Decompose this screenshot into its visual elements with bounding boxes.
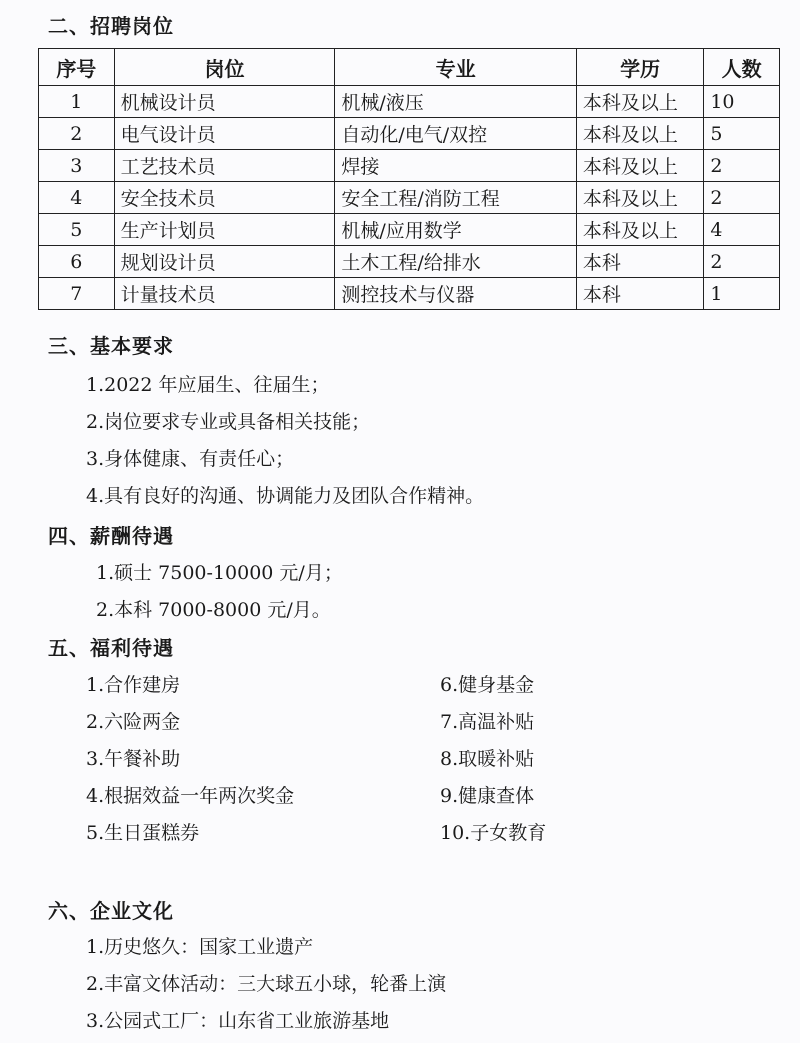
list-item: 7.高温补贴 bbox=[440, 711, 535, 733]
cell-position: 安全技术员 bbox=[114, 182, 335, 214]
table-header-row bbox=[39, 49, 780, 86]
list-item: 9.健康查体 bbox=[440, 785, 535, 807]
cell-no: 1 bbox=[39, 86, 115, 118]
cell-count: 5 bbox=[704, 118, 780, 150]
list-item: 1.合作建房 bbox=[86, 674, 181, 696]
list-item: 1.2022 年应届生、往届生； bbox=[86, 374, 330, 396]
cell-no: 4 bbox=[39, 182, 115, 214]
cell-education: 本科及以上 bbox=[576, 214, 703, 246]
list-item: 6.健身基金 bbox=[440, 674, 535, 696]
cell-education: 本科及以上 bbox=[576, 118, 703, 150]
cell-count: 10 bbox=[704, 86, 780, 118]
list-item: 2.本科 7000-8000 元/月。 bbox=[96, 599, 331, 621]
list-item: 2.丰富文体活动：三大球五小球，轮番上演 bbox=[86, 973, 447, 995]
cell-no: 6 bbox=[39, 246, 115, 278]
header-education: 学历 bbox=[576, 49, 703, 86]
list-item: 2.岗位要求专业或具备相关技能； bbox=[86, 411, 371, 433]
cell-education: 本科 bbox=[576, 278, 703, 310]
cell-count: 1 bbox=[704, 278, 780, 310]
section-heading-culture: 六、企业文化 bbox=[48, 899, 174, 923]
section-heading-benefits: 五、福利待遇 bbox=[48, 636, 174, 660]
table-row bbox=[39, 278, 780, 310]
list-item: 8.取暖补贴 bbox=[440, 748, 535, 770]
header-major: 专业 bbox=[335, 49, 576, 86]
cell-position: 电气设计员 bbox=[114, 118, 335, 150]
cell-no: 5 bbox=[39, 214, 115, 246]
header-position: 岗位 bbox=[114, 49, 335, 86]
cell-no: 2 bbox=[39, 118, 115, 150]
section-heading-salary: 四、薪酬待遇 bbox=[48, 524, 174, 548]
table-row bbox=[39, 86, 780, 118]
list-item: 4.根据效益一年两次奖金 bbox=[86, 785, 295, 807]
list-item: 3.公园式工厂：山东省工业旅游基地 bbox=[86, 1010, 390, 1032]
cell-major: 自动化/电气/双控 bbox=[335, 118, 576, 150]
list-item: 1.历史悠久：国家工业遗产 bbox=[86, 936, 314, 958]
cell-position: 机械设计员 bbox=[114, 86, 335, 118]
cell-education: 本科 bbox=[576, 246, 703, 278]
cell-position: 规划设计员 bbox=[114, 246, 335, 278]
cell-education: 本科及以上 bbox=[576, 86, 703, 118]
cell-education: 本科及以上 bbox=[576, 150, 703, 182]
header-no: 序号 bbox=[39, 49, 115, 86]
list-item: 2.六险两金 bbox=[86, 711, 181, 733]
cell-education: 本科及以上 bbox=[576, 182, 703, 214]
cell-major: 测控技术与仪器 bbox=[335, 278, 576, 310]
cell-major: 土木工程/给排水 bbox=[335, 246, 576, 278]
cell-major: 安全工程/消防工程 bbox=[335, 182, 576, 214]
cell-count: 4 bbox=[704, 214, 780, 246]
table-row bbox=[39, 246, 780, 278]
cell-position: 生产计划员 bbox=[114, 214, 335, 246]
cell-no: 7 bbox=[39, 278, 115, 310]
cell-count: 2 bbox=[704, 150, 780, 182]
list-item: 3.身体健康、有责任心； bbox=[86, 448, 295, 470]
cell-count: 2 bbox=[704, 182, 780, 214]
section-heading-basic-requirements: 三、基本要求 bbox=[48, 334, 174, 358]
header-count: 人数 bbox=[704, 49, 780, 86]
cell-no: 3 bbox=[39, 150, 115, 182]
cell-major: 机械/液压 bbox=[335, 86, 576, 118]
list-item: 5.生日蛋糕券 bbox=[86, 822, 200, 844]
list-item: 10.子女教育 bbox=[440, 822, 547, 844]
cell-position: 工艺技术员 bbox=[114, 150, 335, 182]
table-row bbox=[39, 214, 780, 246]
cell-major: 焊接 bbox=[335, 150, 576, 182]
recruitment-table bbox=[38, 48, 780, 310]
table-row bbox=[39, 182, 780, 214]
list-item: 1.硕士 7500-10000 元/月； bbox=[96, 562, 343, 584]
cell-major: 机械/应用数学 bbox=[335, 214, 576, 246]
table-row bbox=[39, 150, 780, 182]
section-heading-recruitment: 二、招聘岗位 bbox=[48, 14, 174, 38]
cell-position: 计量技术员 bbox=[114, 278, 335, 310]
table-row bbox=[39, 118, 780, 150]
list-item: 3.午餐补助 bbox=[86, 748, 181, 770]
cell-count: 2 bbox=[704, 246, 780, 278]
list-item: 4.具有良好的沟通、协调能力及团队合作精神。 bbox=[86, 485, 485, 507]
